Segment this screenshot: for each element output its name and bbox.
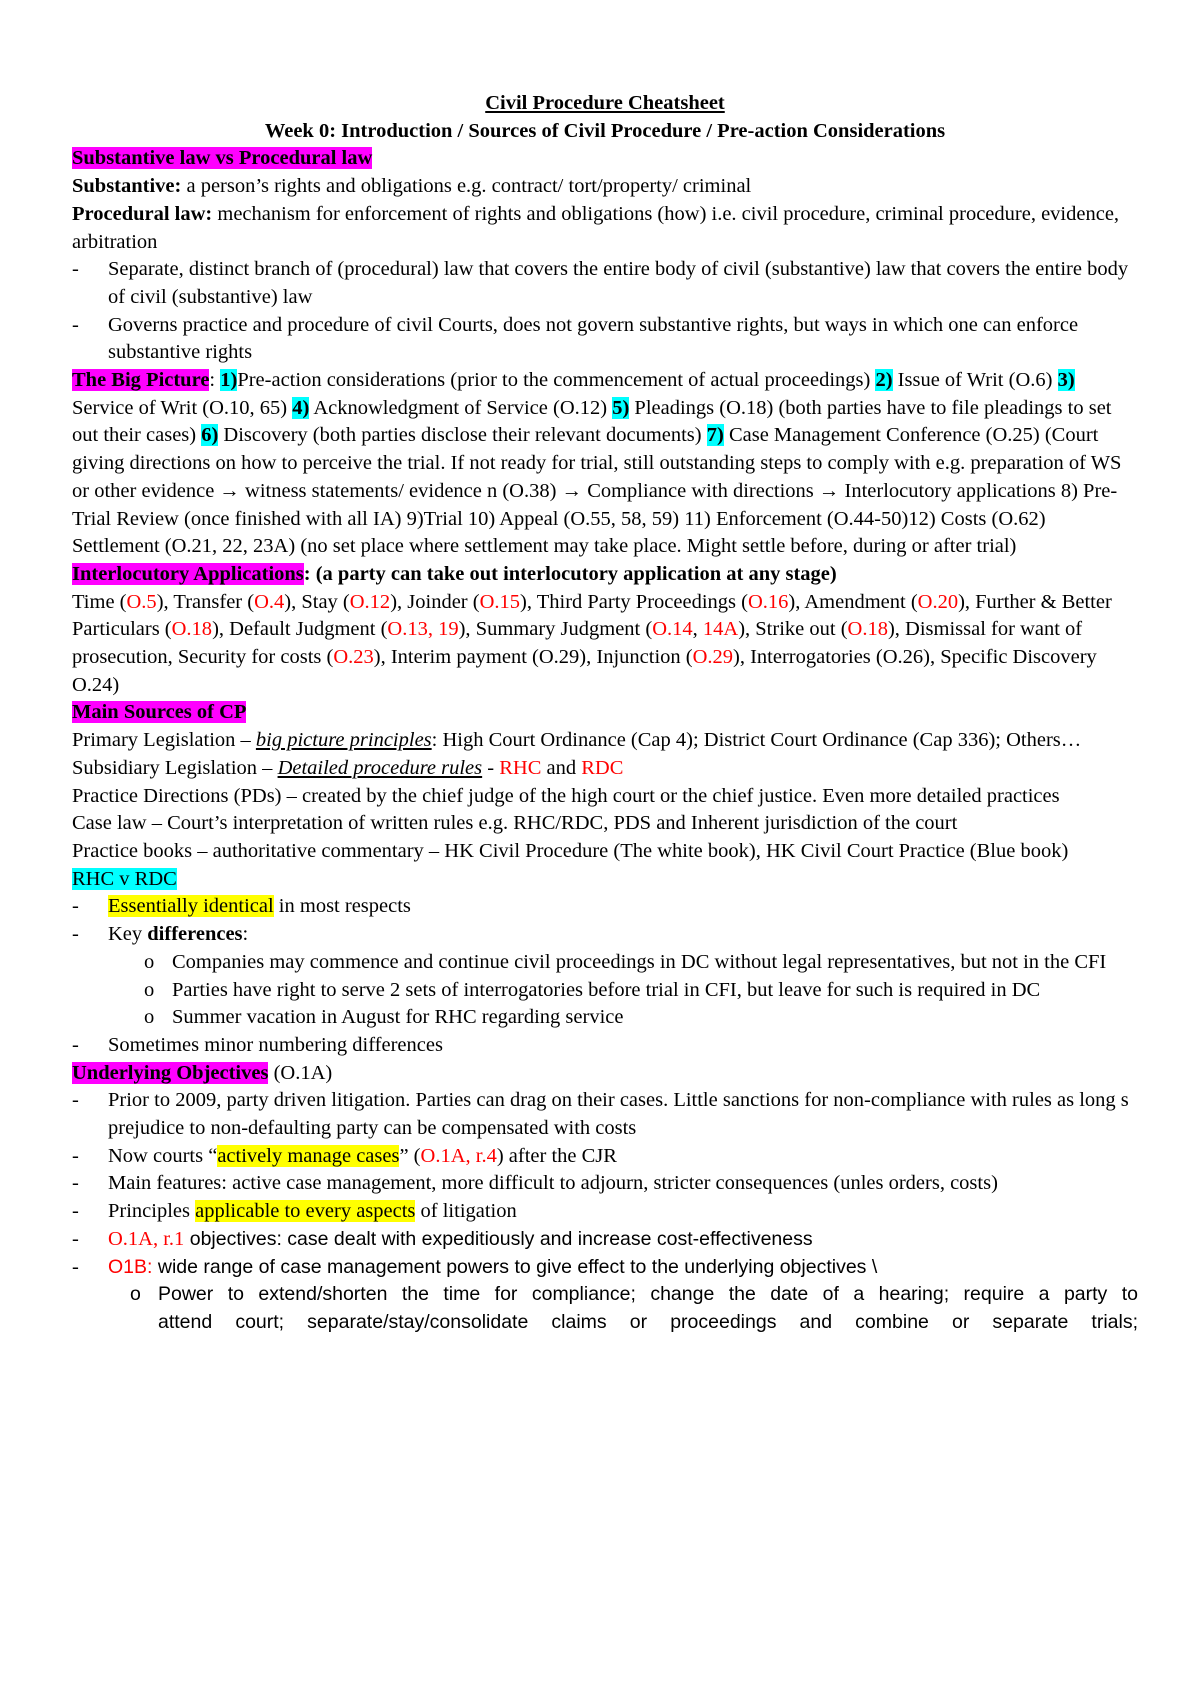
- section-heading: Main Sources of CP: [72, 701, 247, 724]
- section-objectives: Underlying Objectives (O.1A): [72, 1061, 333, 1084]
- section-heading: Substantive law vs Procedural law: [72, 147, 373, 170]
- step-number: 7): [706, 424, 724, 447]
- document-title: Civil Procedure Cheatsheet: [485, 92, 725, 114]
- list-item: - Key differences:: [72, 921, 1138, 949]
- list-item: - Prior to 2009, party driven litigation. Parties can drag on their cases. Little sanctions for non-compliance with rules as long s prejudice to non-defaulting party can be compensated with costs: [72, 1087, 1138, 1142]
- list-item: - Main features: active case management, more difficult to adjourn, stricter consequences (unles orders, costs): [72, 1170, 1138, 1198]
- practice-books: Practice books – authoritative commentary – HK Civil Procedure (The white book), HK Civil Court Practice (Blue book): [72, 839, 1069, 862]
- substantive-definition: Substantive: a person’s rights and obligations e.g. contract/ tort/property/ criminal: [72, 175, 752, 198]
- list-item: - O.1A, r.1 objectives: case dealt with expeditiously and increase cost-effectiveness: [72, 1226, 1138, 1254]
- interlocutory-heading-line: Interlocutory Applications: (a party can take out interlocutory application at any stage): [72, 562, 837, 585]
- step-number: 3): [1057, 369, 1075, 392]
- step-number: 1): [220, 369, 238, 392]
- list-item: - Now courts “actively manage cases” (O.1A, r.4) after the CJR: [72, 1143, 1138, 1171]
- big-picture-paragraph: The Big Picture: 1)Pre-action considerations (prior to the commencement of actual proceedings) 2) Issue of Writ (O.6) 3) Service of Writ (O.10, 65) 4) Acknowledgment of Service (O.12) 5) Pleadings (O.18) (both parties have to file pleadings to set out their cases) 6) Discovery (both parties disclose their relevant documents) 7) Case Management Conference (O.25) (Court giving directions on how to perceive the trial. If not ready for trial, still outstanding steps to comply with e.g. preparation of WS or other evidence → witness statements/ evidence n (O.38) → Compliance with directions → Interlocutory applications 8) Pre-Trial Review (once finished with all IA) 9)Trial 10) Appeal (O.55, 58, 59) 11) Enforcement (O.44-50)12) Costs (O.62): [72, 369, 1122, 530]
- section-heading: Interlocutory Applications: [72, 562, 304, 585]
- list-item: - O1B: wide range of case management powers to give effect to the underlying objectives \: [72, 1254, 1138, 1282]
- sub-list-item: o Companies may commence and continue civil proceedings in DC without legal representatives, but not in the CFI: [72, 949, 1138, 977]
- list-item: - Separate, distinct branch of (procedural) law that covers the entire body of civil (substantive) law that covers the entire body of civil (substantive) law: [72, 256, 1138, 311]
- practice-directions: Practice Directions (PDs) – created by the chief judge of the high court or the chief justice. Even more detailed practices: [72, 784, 1060, 807]
- step-number: 5): [612, 396, 630, 419]
- list-item: - Governs practice and procedure of civil Courts, does not govern substantive rights, but ways in which one can enforce substantive rights: [72, 312, 1138, 367]
- step-number: 6): [201, 424, 219, 447]
- sub-list-item-continued: attend court; separate/stay/consolidate claims or proceedings and combine or separate trials;: [158, 1310, 1138, 1333]
- primary-legislation: Primary Legislation – big picture principles: High Court Ordinance (Cap 4); District Court Ordinance (Cap 336); Others…: [72, 729, 1082, 752]
- section-rhc-rdc: [72, 866, 1138, 894]
- section-sources: [72, 699, 1138, 727]
- subsidiary-legislation: Subsidiary Legislation – Detailed procedure rules - RHC and RDC: [72, 756, 624, 779]
- section-substantive: [72, 145, 1138, 173]
- step-number: 4): [292, 396, 310, 419]
- week-heading: Week 0: Introduction / Sources of Civil Procedure / Pre-action Considerations: [264, 119, 946, 142]
- sub-list-item: o Summer vacation in August for RHC regarding service: [72, 1004, 1138, 1032]
- sub-list-item: o Power to extend/shorten the time for compliance; change the date of a hearing; require a party to: [72, 1281, 1138, 1309]
- section-heading: The Big Picture: [72, 369, 210, 392]
- sub-list-item: o Parties have right to serve 2 sets of interrogatories before trial in CFI, but leave for such is required in DC: [72, 977, 1138, 1005]
- section-heading: Underlying Objectives: [72, 1061, 269, 1084]
- interlocutory-list: Time (O.5), Transfer (O.4), Stay (O.12), Joinder (O.15), Third Party Proceedings (O.16), Amendment (O.20), Further & Better Particulars (O.18), Default Judgment (O.13, 19), Summary Judgment (O.14, 14A), Strike out (O.18), Dismissal for want of prosecution, Security for costs (O.23), Interim payment (O.29), Injunction (O.29), Interrogatories (O.26), Specific Discovery O.24): [72, 590, 1112, 696]
- section-heading: RHC v RDC: [72, 867, 177, 890]
- settlement-paragraph: Settlement (O.21, 22, 23A) (no set place where settlement may take place. Might settle before, during or after trial): [72, 535, 1017, 558]
- list-item: - Principles applicable to every aspects of litigation: [72, 1198, 1138, 1226]
- list-item: - Sometimes minor numbering differences: [72, 1032, 1138, 1060]
- procedural-definition: Procedural law: mechanism for enforcement of rights and obligations (how) i.e. civil procedure, criminal procedure, evidence, arbitration: [72, 202, 1120, 253]
- step-number: 2): [875, 369, 893, 392]
- list-item: - Essentially identical in most respects: [72, 893, 1138, 921]
- case-law: Case law – Court’s interpretation of written rules e.g. RHC/RDC, PDS and Inherent jurisdiction of the court: [72, 812, 958, 835]
